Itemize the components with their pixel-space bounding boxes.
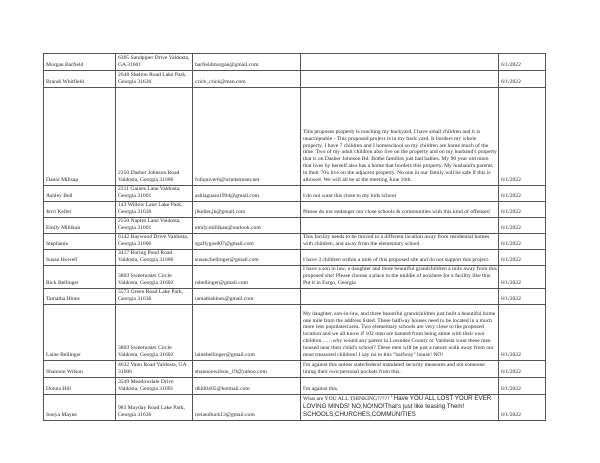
commenter-email-cell (193, 289, 301, 305)
comment-date-cell (499, 378, 546, 395)
commenter-name: Stephanie (46, 241, 69, 248)
commenter-email-cell (193, 71, 301, 88)
commenter-name: Tamatha Hines (46, 296, 80, 303)
comment-date-cell (499, 250, 546, 266)
commenter-email: dhill0405@hotmail.com (195, 386, 250, 393)
comment-text: This proposes property is touching my backyard. I have small children and it is unacceptable - This proposed project is in my back yard. It borders my whole property. I have 7 children and I homeschool so my children are home much of the time. Two of my adult children also live on the property and on my husband's property that is on Dasher Johnson Rd. Bothe families just had babies. My 90 year old mom that lives by herself also has a home that borders this property. My husband's parents in their 70's live on the adjacent property. No one in our family will be safe if this is allowed. We will all be at the meeting June 16th. (303, 128, 497, 184)
comment-text-cell (301, 218, 499, 234)
comment-date-cell (499, 234, 546, 250)
comment-text: I'm against this unless state/federal mandated security measures and not someone lining their own personal pockets from this. (303, 362, 485, 376)
comment-date-cell (499, 361, 546, 378)
comment-text-cell (301, 250, 499, 266)
commenter-name: Ashley Bell (46, 193, 73, 200)
commenter-email: fullquiver6@windstream.net (195, 177, 260, 184)
commenter-email-cell (193, 202, 301, 218)
commenter-name-cell (44, 234, 116, 250)
commenter-email: emily.millikan@outlook.com (195, 225, 261, 232)
commenter-name-cell (44, 289, 116, 305)
comment-date: 6/1/2022 (501, 257, 521, 264)
commenter-name-cell (44, 202, 116, 218)
comment-text-cell (301, 202, 499, 218)
comment-text: I'm against this. (303, 386, 339, 393)
commenter-address: 983 Mayday Road Lake Park, Georgia 31636 (118, 404, 185, 418)
commenter-address-cell (116, 234, 193, 250)
comment-date: 6/1/2022 (501, 79, 521, 86)
comment-text-cell (301, 234, 499, 250)
comment-date-cell (499, 71, 546, 88)
commenter-address: 3803 Sweetwater Circle Valdosta, Georgia 31602 (118, 273, 174, 287)
commenter-name-cell (44, 266, 116, 289)
commenter-address: 2311 Gaines Lane Valdosta, Georgia 31601 (118, 186, 181, 200)
commenter-address-cell (116, 54, 193, 71)
comment-date-cell (499, 218, 546, 234)
commenter-name: Emily Millikan (46, 225, 81, 232)
comment-text-cell (301, 54, 499, 71)
commenter-address: 2648 Shelton Road Lake Park, Georgia 31636 (118, 72, 187, 86)
commenter-name-cell (44, 361, 116, 378)
commenter-name: Brandi Whitfield (46, 79, 84, 86)
table-row (44, 218, 546, 234)
comment-date: 6/1/2022 (501, 225, 521, 232)
table-body (44, 54, 546, 421)
commenter-email-cell (193, 378, 301, 395)
comment-date: 6/1/2022 (501, 411, 521, 418)
comment-date-cell (499, 186, 546, 202)
commenter-email-cell (193, 305, 301, 361)
commenter-email: crick_crick@msn.com (195, 79, 246, 86)
comment-text-cell (301, 305, 499, 361)
comment-text: ' Have YOU ALL LOST YOUR EVER LOVING MINDS! NO,NO!NO!That's just like teasing Them! SCHOOLS,CHURCHES,COMMUNITIES (303, 395, 492, 418)
commenter-name: Susan Howell (46, 257, 78, 264)
commenter-address: 6305 Sandpiper Drive Valdosta, GA 31601 (118, 55, 190, 69)
table-row (44, 289, 546, 305)
comment-text: This facility needs to be moved to a different location away from residential homes with children, and away from the elementary school (303, 234, 490, 248)
commenter-email: rsbellinger@gmail.com (195, 280, 248, 287)
comment-text-cell (301, 361, 499, 378)
commenter-email-cell (193, 54, 301, 71)
commenter-address: 3417 Boring Pond Road Valdosta, Georgia 31606 (118, 250, 174, 264)
commenter-name: Sonya Mayne (46, 411, 77, 418)
commenter-address: 4632 Vann Road Valdosta, GA 31606 (118, 362, 187, 376)
commenter-address-cell (116, 305, 193, 361)
table-row (44, 361, 546, 378)
comment-date: 6/1/2022 (501, 296, 521, 303)
commenter-address: 3549 Meadowdale Drive Valdosta, Georgia 31601 (118, 379, 174, 393)
comment-date-cell (499, 266, 546, 289)
commenter-address-cell (116, 361, 193, 378)
comment-date: 6/1/2022 (501, 177, 521, 184)
commenter-email: sgaflygos007@gmail.com (195, 241, 254, 248)
table-row (44, 266, 546, 289)
commenter-email-cell (193, 186, 301, 202)
commenter-email: barfieldmorgan@gmail.com (195, 62, 259, 69)
commenter-address-cell (116, 218, 193, 234)
commenter-name-cell (44, 218, 116, 234)
table-row (44, 305, 546, 361)
comment-text: I have a son in law, a daughter and three beautiful grandchildren a mile away from this proposed site! Please choose a place in the middle of nowhere for a facility like this. Put it in Fargo, Georgia (303, 266, 497, 287)
commenter-email: shannonwilson_19@yahoo.com (195, 369, 267, 376)
commenter-address-cell (116, 378, 193, 395)
commenter-name-cell (44, 395, 116, 421)
table-row (44, 250, 546, 266)
table-row (44, 378, 546, 395)
table-row (44, 395, 546, 421)
commenter-email: irelandluck13@gmail.com (195, 411, 255, 418)
commenter-email-cell (193, 88, 301, 186)
commenter-name-cell (44, 54, 116, 71)
comment-text-cell (301, 395, 499, 421)
commenter-address: 6142 Baywood Drive Valdosta, Georgia 31606 (118, 234, 189, 248)
commenter-address-cell (116, 395, 193, 421)
table-row (44, 202, 546, 218)
table-row (44, 54, 546, 71)
comment-date-cell (499, 395, 546, 421)
table-row (44, 234, 546, 250)
comment-date: 6/1/2022 (501, 369, 521, 376)
commenter-address: 2350 Dasher Johnson Road Valdosta, Georgia 31606 (118, 170, 180, 184)
comment-date-cell (499, 54, 546, 71)
comment-text-cell (301, 289, 499, 305)
commenter-name-cell (44, 378, 116, 395)
commenter-name-cell (44, 186, 116, 202)
commenter-name-cell (44, 250, 116, 266)
commenter-email-cell (193, 218, 301, 234)
comment-date: 6/1/2022 (501, 280, 521, 287)
commenter-address-cell (116, 71, 193, 88)
commenter-email: ashlaguara1994@gmail.com (195, 193, 260, 200)
commenter-address-cell (116, 186, 193, 202)
commenter-address-cell (116, 266, 193, 289)
commenter-address: 143 Willow Lane Lake Park, Georgia 31636 (118, 202, 183, 216)
commenter-name: Rick Bellinger (46, 280, 79, 287)
commenter-name: Jerri Keller (46, 209, 72, 216)
table-row (44, 88, 546, 186)
comments-table (43, 53, 546, 421)
comment-date: 6/1/2022 (501, 62, 521, 69)
commenter-email-cell (193, 250, 301, 266)
comment-text-cell (301, 266, 499, 289)
commenter-name: Morgan Barfield (46, 62, 84, 69)
commenter-email: susanchellinger@gmail.com (195, 257, 259, 264)
commenter-address-cell (116, 250, 193, 266)
comment-date: 6/1/2022 (501, 241, 521, 248)
comment-prefix: What are YOU ALL THINKING????? (303, 396, 391, 402)
commenter-name-cell (44, 88, 116, 186)
comment-text: I have 3 children within a mile of this proposed site and do not support this project. (303, 257, 490, 264)
comment-date-cell (499, 88, 546, 186)
commenter-email: jlkeller.jk@gmail.com (195, 209, 246, 216)
commenter-email-cell (193, 266, 301, 289)
commenter-email-cell (193, 395, 301, 421)
comment-date-cell (499, 202, 546, 218)
commenter-email-cell (193, 234, 301, 250)
commenter-name-cell (44, 305, 116, 361)
commenter-address-cell (116, 202, 193, 218)
comment-text: I do not want this close to my kids school (303, 193, 397, 200)
comment-text: My daughter, son-in-law, and three beautiful grandchildren just built a beautiful home one mile from the address listed. These halfway houses need to be located in a much more less populated area. Two elementary schools are very close to the proposed location and we all know if 102 men are banned from being alone with their own children……why would any parent in Lowndes County or Valdosta want these men housed near their child's school? These men will be just a nature walk away from our most treasured children! I say no to this "halfway" house! NO! (303, 310, 496, 359)
comment-text-cell (301, 378, 499, 395)
commenter-name-cell (44, 71, 116, 88)
comment-date: 6/1/2022 (501, 193, 521, 200)
commenter-name: Laine Bellinger (46, 352, 81, 359)
comment-date: 6/1/2022 (501, 209, 521, 216)
table-row (44, 186, 546, 202)
commenter-address-cell (116, 88, 193, 186)
comment-text-cell (301, 88, 499, 186)
commenter-email: lainebellinger@gmail.com (195, 352, 255, 359)
comment-text-cell (301, 186, 499, 202)
comment-text-cell (301, 71, 499, 88)
comment-text: Please do not endanger our close schools & communities with this kind of offenses! (303, 209, 491, 216)
commenter-name: Donna Hill (46, 386, 72, 393)
commenter-name: Shannon Wilson (46, 369, 83, 376)
commenter-address: 3803 Sweetwater Circle Valdosta, Georgia 31602 (118, 345, 174, 359)
comment-date: 6/1/2022 (501, 352, 521, 359)
commenter-email: tamathahines@gmail.com (195, 296, 254, 303)
comment-date-cell (499, 305, 546, 361)
commenter-address: 5573 Green Road Lake Park, Georgia 31636 (118, 289, 184, 303)
commenter-name: Danni Millsap (46, 177, 79, 184)
commenter-address: 2550 Naples Lane Valdosta, Georgia 31601 (118, 218, 181, 232)
commenter-email-cell (193, 361, 301, 378)
table-row (44, 71, 546, 88)
comment-date: 6/1/2022 (501, 386, 521, 393)
comment-date-cell (499, 289, 546, 305)
commenter-address-cell (116, 289, 193, 305)
